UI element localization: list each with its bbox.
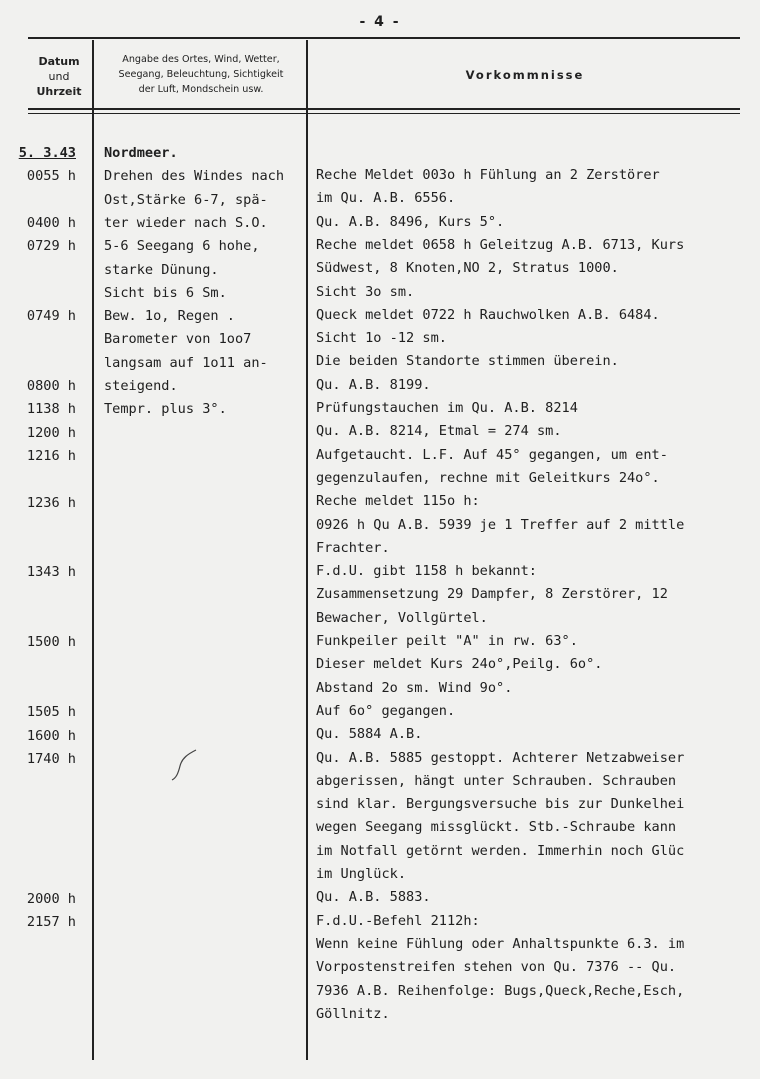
event-line: Auf 6o° gegangen. [316, 702, 456, 719]
event-line: Vorpostenstreifen stehen von Qu. 7376 -- Qu. [316, 959, 677, 976]
event-line: Frachter. [316, 539, 390, 556]
date-column-divider [92, 40, 94, 1060]
log-time: 0749 h [26, 308, 76, 325]
log-time: 1600 h [26, 727, 76, 744]
event-line: im Notfall getörnt werden. Immerhin noch Glüc [316, 842, 685, 859]
event-line: Abstand 2o sm. Wind 9o°. [316, 679, 513, 696]
log-time: 1500 h [26, 634, 76, 651]
sea-area: Nordmeer. [104, 145, 178, 161]
weather-line: Tempr. plus 3°. [104, 401, 227, 418]
event-line: 0926 h Qu A.B. 5939 je 1 Treffer auf 2 mittle [316, 516, 685, 533]
weather-line: Drehen des Windes nach [104, 168, 285, 185]
event-line: Reche Meldet 003o h Fühlung an 2 Zerstörer [316, 167, 660, 183]
pencil-mark [170, 748, 200, 784]
event-line: Südwest, 8 Knoten,NO 2, Stratus 1000. [316, 260, 619, 277]
event-line: Funkpeiler peilt "A" in rw. 63°. [316, 633, 578, 649]
weather-line: starke Dünung. [104, 261, 219, 278]
log-time: 0400 h [26, 214, 76, 231]
log-time: 0055 h [26, 168, 76, 185]
event-line: Aufgetaucht. L.F. Auf 45° gegangen, um ent- [316, 446, 668, 463]
event-line: Zusammensetzung 29 Dampfer, 8 Zerstörer, 12 [316, 586, 668, 603]
events-column-divider [306, 40, 308, 1060]
event-line: Reche meldet 115o h: [316, 493, 480, 510]
event-line: F.d.U. gibt 1158 h bekannt: [316, 563, 537, 580]
log-time: 0729 h [26, 238, 76, 255]
header-double-rule [28, 113, 740, 114]
event-line: Qu. A.B. 8199. [316, 376, 431, 393]
header-bottom-rule [28, 108, 740, 110]
header-weather-line: der Luft, Mondschein usw. [138, 84, 264, 95]
event-line: Qu. A.B. 8496, Kurs 5°. [316, 213, 505, 230]
event-line: Sicht 1o -12 sm. [316, 330, 447, 347]
event-line: wegen Seegang missglückt. Stb.-Schraube kann [316, 819, 677, 836]
event-line: F.d.U.-Befehl 2112h: [316, 912, 480, 929]
event-line: Queck meldet 0722 h Rauchwolken A.B. 6484. [316, 306, 660, 323]
header-events-column: Vorkommnisse [465, 68, 585, 82]
event-line: abgerissen, hängt unter Schrauben. Schrauben [316, 772, 677, 789]
log-time: 1200 h [26, 424, 76, 441]
event-line: Wenn keine Fühlung oder Anhaltspunkte 6.3. im [316, 935, 685, 952]
weather-line: steigend. [104, 378, 178, 394]
event-line: Bewacher, Vollgürtel. [316, 609, 488, 626]
header-date-line: Datum [38, 55, 80, 68]
event-line: Sicht 3o sm. [316, 283, 415, 300]
event-line: Qu. A.B. 5883. [316, 889, 431, 906]
event-line: Göllnitz. [316, 1005, 390, 1022]
weather-line: 5-6 Seegang 6 hohe, [104, 238, 260, 255]
header-weather-line: Seegang, Beleuchtung, Sichtigkeit [118, 69, 284, 80]
event-line: gegenzulaufen, rechne mit Geleitkurs 24o°. [316, 469, 660, 486]
log-time: 1740 h [26, 750, 76, 767]
weather-line: Sicht bis 6 Sm. [104, 284, 227, 301]
log-time: 2000 h [26, 890, 76, 907]
weather-line: Barometer von 1oo7 [104, 331, 252, 348]
event-line: 7936 A.B. Reihenfolge: Bugs,Queck,Reche,Esch, [316, 982, 685, 999]
log-time: 0800 h [26, 378, 76, 394]
event-line: Qu. A.B. 8214, Etmal = 274 sm. [316, 423, 562, 440]
log-time: 1138 h [26, 401, 76, 418]
event-line: Die beiden Standorte stimmen überein. [316, 353, 619, 370]
event-line: im Qu. A.B. 6556. [316, 190, 456, 207]
log-time: 1343 h [26, 564, 76, 581]
header-date-column [28, 54, 90, 99]
header-date-line: und [48, 70, 70, 83]
header-weather-column [98, 52, 304, 97]
log-time: 2157 h [26, 913, 76, 930]
header-weather-line: Angabe des Ortes, Wind, Wetter, [122, 54, 280, 65]
event-line: im Unglück. [316, 866, 407, 882]
event-line: Qu. A.B. 5885 gestoppt. Achterer Netzabweiser [316, 749, 685, 766]
event-line: Qu. 5884 A.B. [316, 726, 423, 743]
log-time: 1216 h [26, 447, 76, 464]
event-line: Dieser meldet Kurs 24o°,Peilg. 6o°. [316, 656, 603, 673]
event-line: Reche meldet 0658 h Geleitzug A.B. 6713, Kurs [316, 236, 685, 253]
log-time: 1505 h [26, 704, 76, 721]
header-date-line: Uhrzeit [36, 85, 82, 98]
weather-line: langsam auf 1o11 an- [104, 354, 268, 371]
log-time: 1236 h [26, 494, 76, 511]
event-line: sind klar. Bergungsversuche bis zur Dunkelhei [316, 796, 685, 813]
header-top-rule [28, 37, 740, 39]
weather-line: Bew. 1o, Regen . [104, 308, 235, 325]
weather-line: ter wieder nach S.O. [104, 214, 268, 231]
event-line: Prüfungstauchen im Qu. A.B. 8214 [316, 400, 578, 416]
page-number: - 4 - [359, 14, 401, 30]
log-date: 5. 3.43 [18, 145, 76, 161]
weather-line: Ost,Stärke 6-7, spä- [104, 191, 268, 208]
